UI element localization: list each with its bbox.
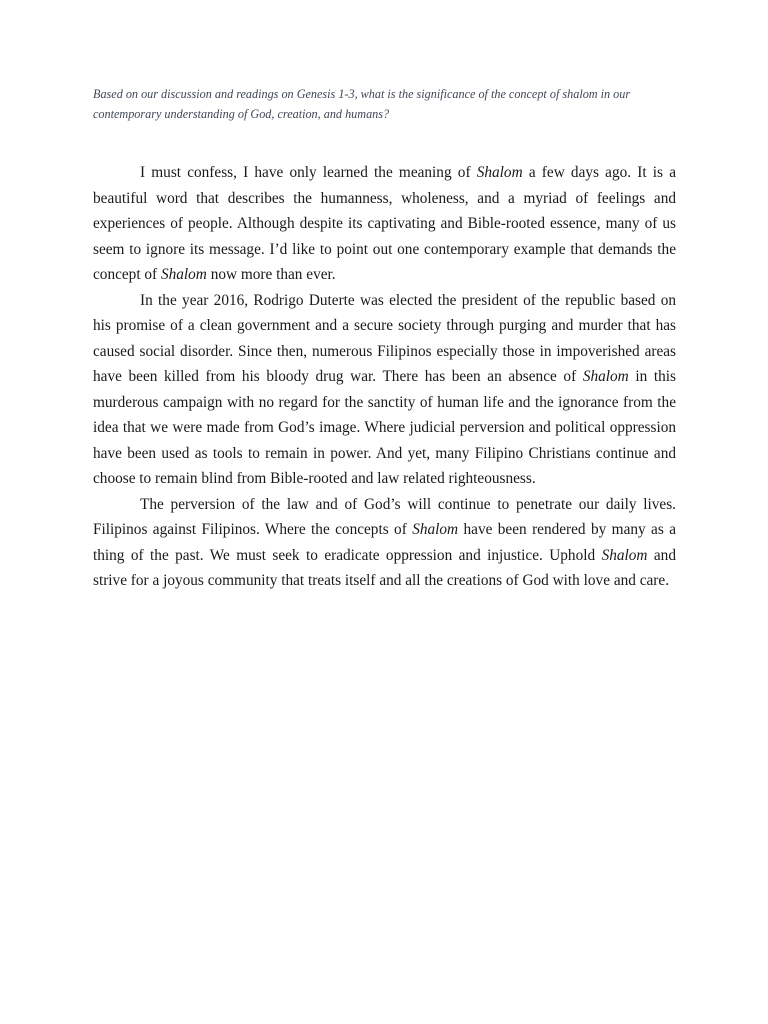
shalom-term: Shalom [476,164,523,181]
paragraph-2-text-1: In the year 2016, Rodrigo Duterte was elected the president of the republic based on his promise of a clean government and a secure society through purging and murder that has caused social disorder. Since then, numerous Filipinos especially those in impoverished areas have been killed from his bloody drug war. There has been an absence of [93,291,676,385]
paragraph-1-text-1: I must confess, I have only learned the meaning of [140,164,477,181]
shalom-term: Shalom [582,368,629,385]
shalom-term: Shalom [412,521,459,538]
paragraph-3-text-2: have been rendered by many as a thing of the past. We must seek to eradicate oppression and injustice. Uphold [93,521,676,564]
paragraph-2 [93,288,676,492]
paragraph-1-text-2: a few days ago. It is a beautiful word that describes the humanness, wholeness, and a myriad of feelings and experiences of people. Although despite its captivating and Bible-rooted essence, many of us seem to ignore its message. I’d like to point out one contemporary example that demands the concept of [93,164,676,283]
shalom-term: Shalom [601,546,648,564]
paragraph-3-text-3: and strive for a joyous community that treats itself and all the creations of God with love and care. [93,546,676,589]
paragraph-1 [93,160,676,288]
essay-body [93,160,676,594]
essay-prompt: Based on our discussion and readings on Genesis 1-3, what is the significance of the concept of shalom in our contemporary understanding of God, creation, and humans? [93,87,631,121]
paragraph-3 [93,492,676,594]
paragraph-1-text-3: now more than ever. [206,266,336,283]
paragraph-3-text-1: The perversion of the law and of God’s will continue to penetrate our daily lives. Filipinos against Filipinos. Where the concepts of [93,495,676,538]
paragraph-2-text-2: in this murderous campaign with no regard for the sanctity of human life and the ignorance from the idea that we were made from God’s image. Where judicial perversion and political oppression have been used as tools to remain in power. And yet, many Filipino Christians continue and choose to remain blind from Bible-rooted and law related righteousness. [93,368,676,487]
shalom-term: Shalom [160,266,207,283]
